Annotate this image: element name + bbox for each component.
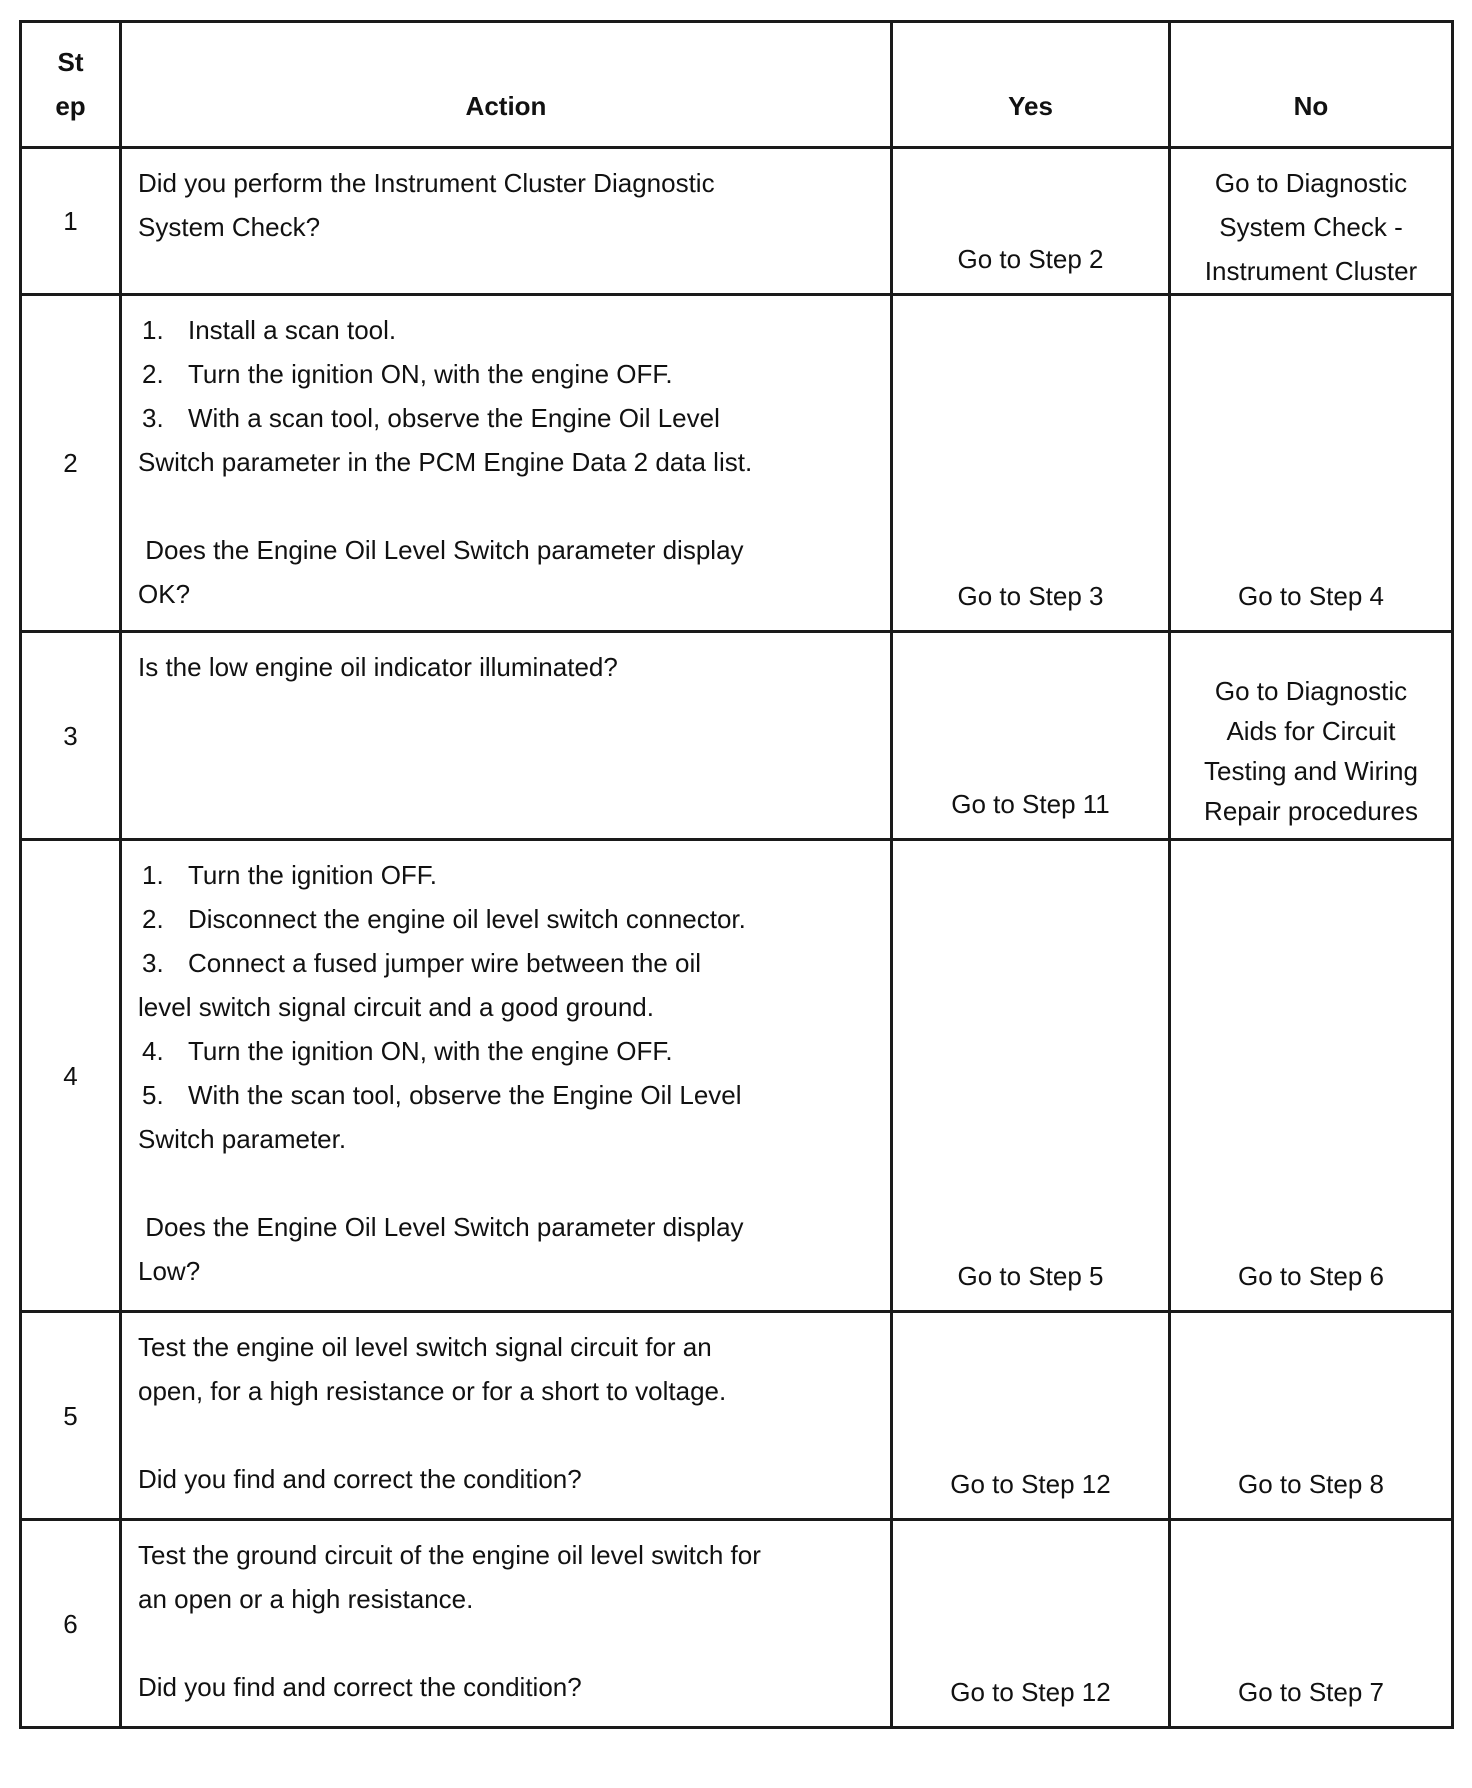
header-yes: Yes <box>892 22 1170 148</box>
table-row-step-2 <box>21 295 1453 632</box>
procedure-step: 3. Connect a fused jumper wire between the oil <box>142 948 702 978</box>
question-line: Low? <box>138 1256 201 1286</box>
header-action: Action <box>121 22 892 148</box>
action-line: an open or a high resistance. <box>138 1584 474 1614</box>
action-line: open, for a high resistance or for a short to voltage. <box>138 1376 727 1406</box>
procedure-step: 2. Disconnect the engine oil level switch connector. <box>142 904 746 934</box>
question-line: Does the Engine Oil Level Switch parameter display <box>138 1212 744 1242</box>
procedure-step: 1. Install a scan tool. <box>142 315 397 345</box>
yes-cell: Go to Step 12 <box>892 1520 1170 1728</box>
question-line: Does the Engine Oil Level Switch parameter display <box>138 535 744 565</box>
header-row <box>21 22 1453 148</box>
step-number: 2 <box>21 295 121 632</box>
procedure-step: 4. Turn the ignition ON, with the engine OFF. <box>142 1036 673 1066</box>
yes-cell: Go to Step 11 <box>892 632 1170 840</box>
question-line: Did you find and correct the condition? <box>138 1464 582 1494</box>
step-number: 1 <box>21 148 121 295</box>
action-cell <box>121 148 892 295</box>
table-row-step-6 <box>21 1520 1453 1728</box>
no-line: Repair procedures <box>1204 795 1418 826</box>
no-cell: Go to Step 6 <box>1170 840 1453 1312</box>
spacer <box>138 1161 876 1205</box>
action-cell <box>121 1312 892 1520</box>
table-row-step-3 <box>21 632 1453 840</box>
action-cell <box>121 1520 892 1728</box>
step-number: 6 <box>21 1520 121 1728</box>
no-line: System Check - <box>1219 212 1403 242</box>
action-line: Test the engine oil level switch signal circuit for an <box>138 1332 712 1362</box>
header-no: No <box>1170 22 1453 148</box>
no-line: Aids for Circuit <box>1226 715 1396 746</box>
question-line: OK? <box>138 579 191 609</box>
question-line: Did you find and correct the condition? <box>138 1672 582 1702</box>
table-row-step-1 <box>21 148 1453 295</box>
procedure-step: 1. Turn the ignition OFF. <box>142 860 438 890</box>
spacer <box>138 484 876 528</box>
yes-cell: Go to Step 3 <box>892 295 1170 632</box>
yes-cell: Go to Step 5 <box>892 840 1170 1312</box>
action-line: Switch parameter in the PCM Engine Data 2 data list. <box>138 447 753 477</box>
action-line: Test the ground circuit of the engine oil level switch for <box>138 1540 761 1570</box>
no-line: Go to Diagnostic <box>1214 675 1408 706</box>
procedure-step: 2. Turn the ignition ON, with the engine OFF. <box>142 359 673 389</box>
no-cell <box>1170 632 1453 840</box>
yes-cell: Go to Step 12 <box>892 1312 1170 1520</box>
step-number: 3 <box>21 632 121 840</box>
header-step-line2: ep <box>55 91 86 121</box>
no-line: Go to Diagnostic <box>1214 168 1408 198</box>
table-row-step-4 <box>21 840 1453 1312</box>
step-number: 5 <box>21 1312 121 1520</box>
action-cell <box>121 295 892 632</box>
spacer <box>138 1413 876 1457</box>
header-step-line1: St <box>57 47 84 77</box>
action-line: Did you perform the Instrument Cluster Diagnostic <box>138 168 715 198</box>
action-line: Switch parameter. <box>138 1124 347 1154</box>
no-cell: Go to Step 7 <box>1170 1520 1453 1728</box>
procedure-step: 3. With a scan tool, observe the Engine Oil Level <box>142 403 720 433</box>
spacer <box>138 1621 876 1665</box>
procedure-step: 5. With the scan tool, observe the Engine Oil Level <box>142 1080 742 1110</box>
no-cell: Go to Step 8 <box>1170 1312 1453 1520</box>
no-line: Instrument Cluster <box>1204 256 1418 286</box>
action-cell <box>121 840 892 1312</box>
yes-cell: Go to Step 2 <box>892 148 1170 295</box>
no-cell <box>1170 148 1453 295</box>
action-cell <box>121 632 892 840</box>
diagnostic-table <box>19 20 1454 1729</box>
action-line: System Check? <box>138 212 321 242</box>
no-cell: Go to Step 4 <box>1170 295 1453 632</box>
no-line: Testing and Wiring <box>1204 755 1418 786</box>
action-line: Is the low engine oil indicator illuminated? <box>138 652 618 682</box>
action-line: level switch signal circuit and a good ground. <box>138 992 654 1022</box>
table-row-step-5 <box>21 1312 1453 1520</box>
header-step <box>21 22 121 148</box>
step-number: 4 <box>21 840 121 1312</box>
